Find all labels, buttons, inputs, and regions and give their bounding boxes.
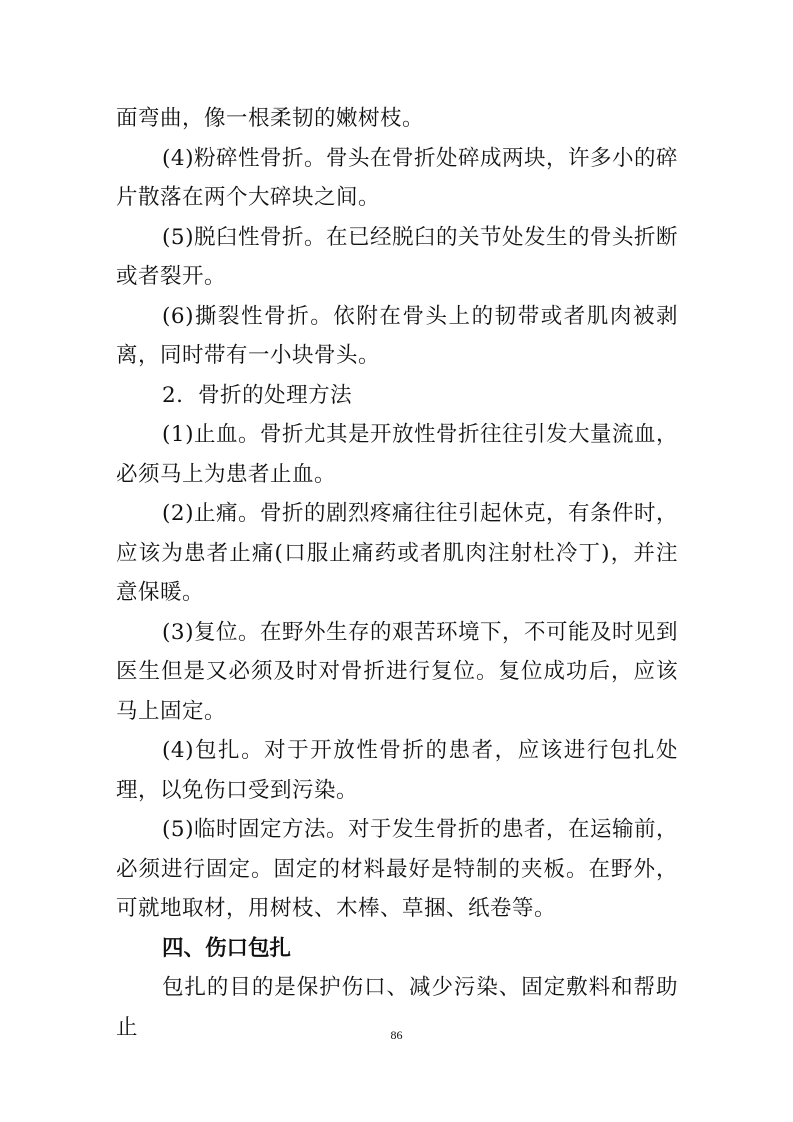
paragraph-pain-relief: (2)止痛。骨折的剧烈疼痛往往引起休克，有条件时，应该为患者止痛(口服止痛药或者肌肉注射杜冷丁)，并注意保暖。 (116, 501, 678, 605)
paragraph-temporary-fixation: (5)临时固定方法。对于发生骨折的患者，在运输前，必须进行固定。固定的材料最好是特制的夹板。在野外，可就地取材，用树枝、木棒、草捆、纸卷等。 (116, 817, 678, 921)
paragraph-bandaging-purpose: 包扎的目的是保护伤口、减少污染、固定敷料和帮助止 (116, 975, 678, 1040)
page-number: 86 (390, 1028, 403, 1042)
paragraph-bandaging: (4)包扎。对于开放性骨折的患者，应该进行包扎处理，以免伤口受到污染。 (116, 738, 678, 803)
paragraph-stop-bleeding: (1)止血。骨折尤其是开放性骨折往往引发大量流血，必须马上为患者止血。 (116, 422, 678, 487)
paragraph-continuation: 面弯曲，像一根柔韧的嫩树枝。 (116, 106, 425, 131)
body-text (116, 99, 678, 1047)
paragraph-avulsion-fracture: (6)撕裂性骨折。依附在骨头上的韧带或者肌肉被剥离，同时带有一小块骨头。 (116, 303, 678, 368)
paragraph-dislocation-fracture: (5)脱臼性骨折。在已经脱臼的关节处发生的骨头折断或者裂开。 (116, 224, 678, 289)
paragraph-reduction: (3)复位。在野外生存的艰苦环境下，不可能及时见到医生但是又必须及时对骨折进行复位。复位成功后，应该马上固定。 (116, 619, 678, 724)
paragraph-comminuted-fracture: (4)粉碎性骨折。骨头在骨折处碎成两块，许多小的碎片散落在两个大碎块之间。 (116, 145, 678, 210)
section-heading-wound-bandaging: 四、伤口包扎 (162, 935, 292, 961)
subheading-fracture-treatment: 2. 骨折的处理方法 (162, 382, 353, 408)
